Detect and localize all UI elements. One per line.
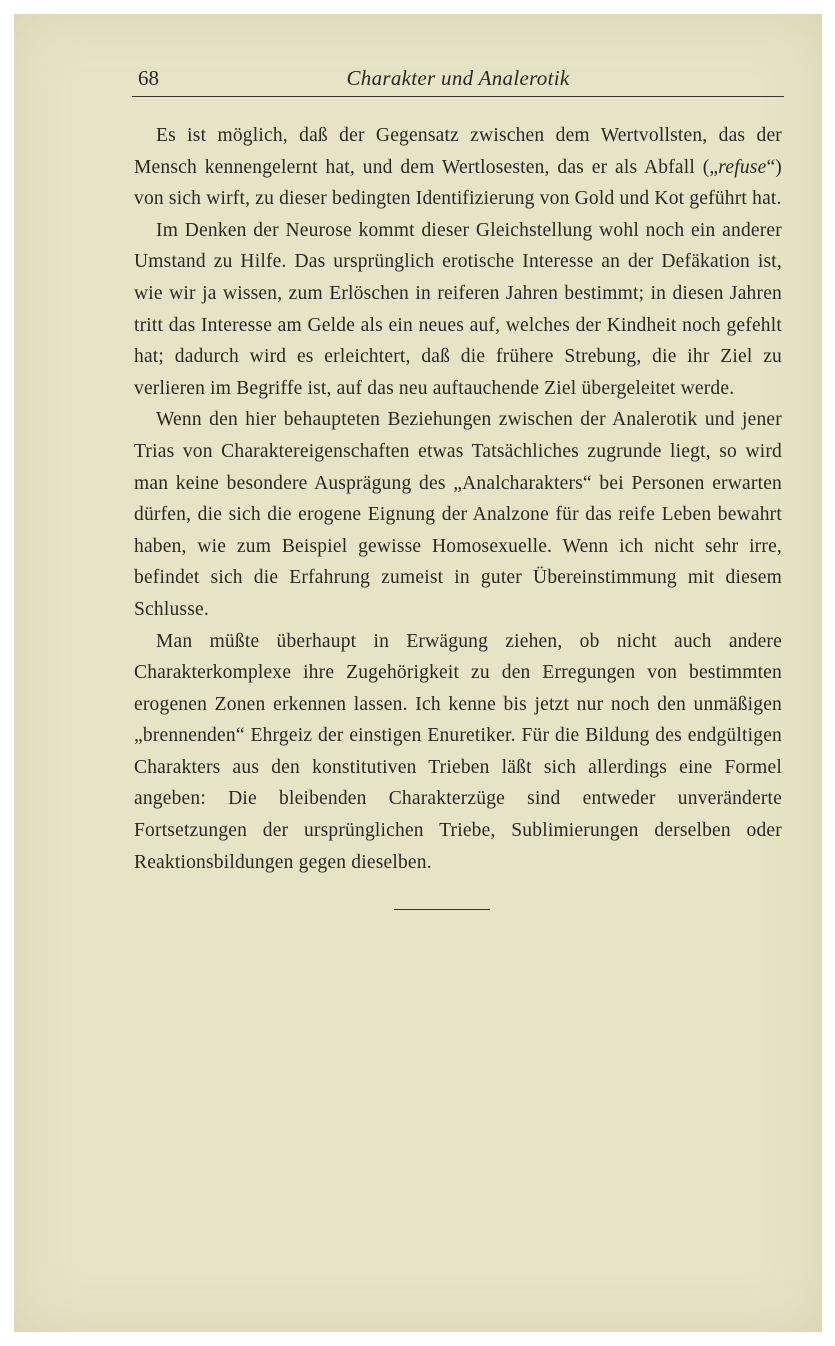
paragraph-1 (134, 120, 782, 215)
paragraph-2: Im Denken der Neurose kommt dieser Gleichstellung wohl noch ein anderer Umstand zu Hilfe. Das ursprünglich erotische Interesse an der Defäkation ist, wie wir ja wissen, zum Erlöschen in reiferen Jahren bestimmt; in diesen Jahren tritt das Interesse am Gelde als ein neues auf, welches der Kindheit noch gefehlt hat; dadurch wird es erleichtert, daß die frühere Strebung, die ihr Ziel zu verlieren im Begriffe ist, auf das neu auftauchende Ziel übergeleitet werde. (134, 219, 782, 399)
running-title: Charakter und Analerotik (346, 66, 570, 90)
book-page (14, 14, 822, 1332)
end-of-text-rule (394, 909, 490, 910)
running-head (132, 66, 784, 97)
page-number: 68 (138, 66, 159, 90)
paragraph-1-text-end: “) von sich wirft, zu dieser bedingten Identifizierung von Gold und Kot geführt hat. (134, 156, 782, 210)
paragraph-1-emphasis: refuse (718, 156, 767, 178)
paragraph-1-text-start: Es ist möglich, daß der Gegensatz zwischen dem Wertvollsten, das der Mensch kennengelernt hat, und dem Wertlosesten, das er als Abfall („ (134, 125, 782, 178)
body-text (134, 120, 782, 878)
paragraph-4: Man müßte überhaupt in Erwägung ziehen, ob nicht auch andere Charakterkomplexe ihre Zugehörigkeit zu den Erregungen von bestimmten erogenen Zonen erkennen lassen. Ich kenne bis jetzt nur noch den unmäßigen „brennenden“ Ehrgeiz der einstigen Enuretiker. Für die Bildung des endgültigen Charakters aus den konstitutiven Trieben läßt sich allerdings eine Formel angeben: Die bleibenden Charakterzüge sind entweder unveränderte Fortsetzungen der ursprünglichen Triebe, Sublimierungen derselben oder Reaktionsbildungen gegen dieselben. (134, 630, 782, 873)
paragraph-3: Wenn den hier behaupteten Beziehungen zwischen der Analerotik und jener Trias von Charaktereigenschaften etwas Tatsächliches zugrunde liegt, so wird man keine besondere Ausprägung des „Analcharakters“ bei Personen erwarten dürfen, die sich die erogene Eignung der Analzone für das reife Leben bewahrt haben, wie zum Beispiel gewisse Homosexuelle. Wenn ich nicht sehr irre, befindet sich die Erfahrung zumeist in guter Übereinstimmung mit diesem Schlusse. (134, 409, 782, 620)
